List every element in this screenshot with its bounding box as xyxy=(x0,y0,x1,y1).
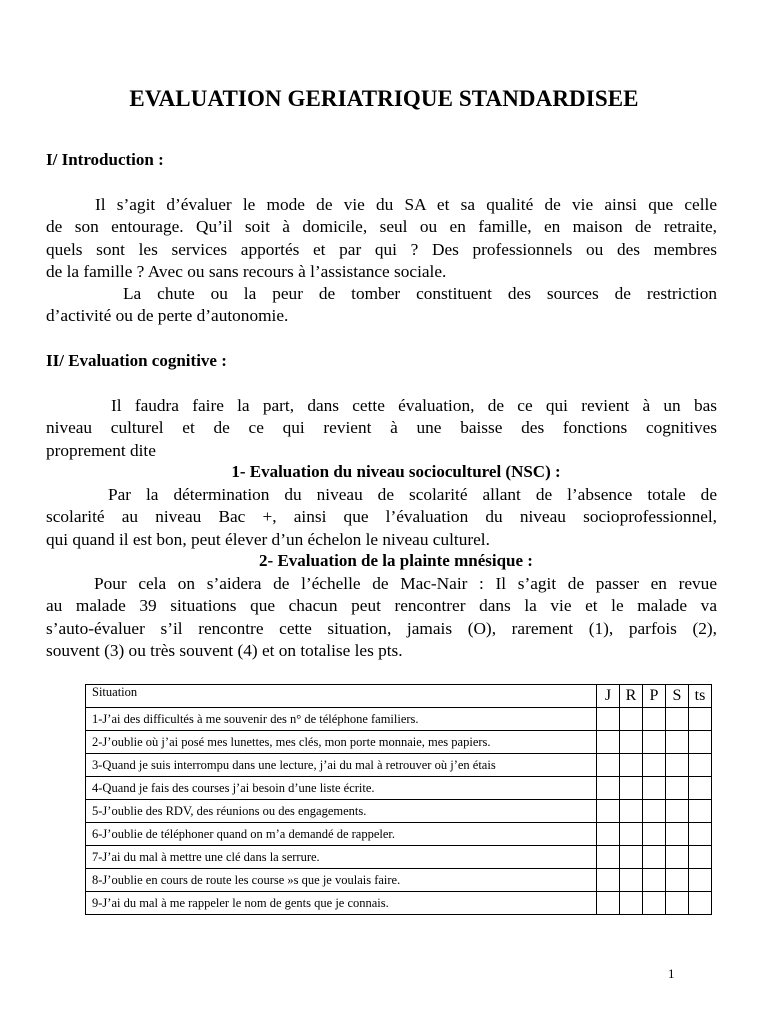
cognitive-paragraph-3 xyxy=(46,573,717,662)
table-header-row xyxy=(86,685,712,708)
text-line: de la famille ? Avec ou sans recours à l’assistance sociale. xyxy=(46,261,447,281)
checkbox-cell-s[interactable] xyxy=(666,869,689,892)
checkbox-cell-p[interactable] xyxy=(643,846,666,869)
checkbox-cell-r[interactable] xyxy=(620,708,643,731)
checkbox-cell-s[interactable] xyxy=(666,731,689,754)
checkbox-cell-ts[interactable] xyxy=(689,777,712,800)
table-row xyxy=(86,823,712,846)
checkbox-cell-ts[interactable] xyxy=(689,754,712,777)
checkbox-cell-j[interactable] xyxy=(597,800,620,823)
table-row xyxy=(86,731,712,754)
text-line: niveau culturel et de ce qui revient à une baisse des fonctions cognitives xyxy=(46,418,717,438)
text-line: scolarité au niveau Bac +, ainsi que l’évaluation du niveau socioprofessionnel, xyxy=(46,507,717,527)
table-row xyxy=(86,777,712,800)
mac-nair-table xyxy=(85,684,712,915)
table-row xyxy=(86,892,712,915)
checkbox-cell-r[interactable] xyxy=(620,777,643,800)
checkbox-cell-ts[interactable] xyxy=(689,869,712,892)
text-line: souvent (3) ou très souvent (4) et on totalise les pts. xyxy=(46,640,403,660)
situation-cell: 6-J’oublie de téléphoner quand on m’a demandé de rappeler. xyxy=(86,823,597,846)
table-row xyxy=(86,869,712,892)
text-line: La chute ou la peur de tomber constituent des sources de restriction xyxy=(123,284,717,303)
subsection-heading-nsc: 1- Evaluation du niveau socioculturel (NSC) : xyxy=(231,462,561,481)
text-line: Il faudra faire la part, dans cette évaluation, de ce qui revient à un bas xyxy=(111,396,717,415)
situation-cell: 2-J’oublie où j’ai posé mes lunettes, mes clés, mon porte monnaie, mes papiers. xyxy=(86,731,597,754)
subsection-heading-plainte-mnesique: 2- Evaluation de la plainte mnésique : xyxy=(259,551,533,570)
checkbox-cell-p[interactable] xyxy=(643,823,666,846)
cognitive-paragraph-2 xyxy=(46,484,717,551)
text-line: qui quand il est bon, peut élever d’un échelon le niveau culturel. xyxy=(46,529,490,549)
checkbox-cell-r[interactable] xyxy=(620,823,643,846)
column-header-jamais: J xyxy=(597,685,620,708)
checkbox-cell-j[interactable] xyxy=(597,869,620,892)
table-row xyxy=(86,708,712,731)
column-header-tres-souvent: ts xyxy=(689,685,712,708)
text-line: quels sont les services apportés et par qui ? Des professionnels ou des membres xyxy=(46,239,717,259)
checkbox-cell-p[interactable] xyxy=(643,754,666,777)
situation-cell: 1-J’ai des difficultés à me souvenir des n° de téléphone familiers. xyxy=(86,708,597,731)
checkbox-cell-r[interactable] xyxy=(620,869,643,892)
checkbox-cell-r[interactable] xyxy=(620,731,643,754)
checkbox-cell-j[interactable] xyxy=(597,777,620,800)
checkbox-cell-j[interactable] xyxy=(597,823,620,846)
checkbox-cell-ts[interactable] xyxy=(689,800,712,823)
checkbox-cell-j[interactable] xyxy=(597,708,620,731)
checkbox-cell-p[interactable] xyxy=(643,892,666,915)
text-line: au malade 39 situations que chacun peut rencontrer dans la vie et le malade va xyxy=(46,596,717,616)
text-line: Pour cela on s’aidera de l’échelle de Mac-Nair : Il s’agit de passer en revue xyxy=(94,574,717,593)
situation-cell: 3-Quand je suis interrompu dans une lecture, j’ai du mal à retrouver où j’en étais xyxy=(86,754,597,777)
checkbox-cell-r[interactable] xyxy=(620,846,643,869)
column-header-parfois: P xyxy=(643,685,666,708)
checkbox-cell-r[interactable] xyxy=(620,892,643,915)
text-line: Par la détermination du niveau de scolarité allant de l’absence totale de xyxy=(108,485,717,504)
checkbox-cell-s[interactable] xyxy=(666,892,689,915)
page-number: 1 xyxy=(668,966,675,981)
checkbox-cell-ts[interactable] xyxy=(689,708,712,731)
introduction-paragraph-1 xyxy=(46,194,717,283)
checkbox-cell-r[interactable] xyxy=(620,800,643,823)
checkbox-cell-s[interactable] xyxy=(666,777,689,800)
checkbox-cell-j[interactable] xyxy=(597,846,620,869)
document-title: EVALUATION GERIATRIQUE STANDARDISEE xyxy=(129,86,639,111)
checkbox-cell-s[interactable] xyxy=(666,846,689,869)
column-header-situation: Situation xyxy=(86,685,597,708)
checkbox-cell-j[interactable] xyxy=(597,731,620,754)
introduction-paragraph-2 xyxy=(46,283,717,328)
checkbox-cell-s[interactable] xyxy=(666,800,689,823)
situation-cell: 4-Quand je fais des courses j’ai besoin d’une liste écrite. xyxy=(86,777,597,800)
checkbox-cell-p[interactable] xyxy=(643,708,666,731)
checkbox-cell-s[interactable] xyxy=(666,708,689,731)
checkbox-cell-ts[interactable] xyxy=(689,731,712,754)
table-row xyxy=(86,846,712,869)
checkbox-cell-ts[interactable] xyxy=(689,846,712,869)
text-line: d’activité ou de perte d’autonomie. xyxy=(46,306,289,326)
checkbox-cell-p[interactable] xyxy=(643,869,666,892)
checkbox-cell-j[interactable] xyxy=(597,892,620,915)
checkbox-cell-r[interactable] xyxy=(620,754,643,777)
text-line: Il s’agit d’évaluer le mode de vie du SA et sa qualité de vie ainsi que celle xyxy=(95,195,717,214)
checkbox-cell-p[interactable] xyxy=(643,731,666,754)
checkbox-cell-ts[interactable] xyxy=(689,892,712,915)
table-row xyxy=(86,800,712,823)
section-heading-introduction: I/ Introduction : xyxy=(46,150,164,169)
text-line: s’auto-évaluer s’il rencontre cette situation, jamais (O), rarement (1), parfois (2), xyxy=(46,618,717,638)
situation-cell: 8-J’oublie en cours de route les course »s que je voulais faire. xyxy=(86,869,597,892)
situation-cell: 9-J’ai du mal à me rappeler le nom de gents que je connais. xyxy=(86,892,597,915)
checkbox-cell-j[interactable] xyxy=(597,754,620,777)
situation-cell: 7-J’ai du mal à mettre une clé dans la serrure. xyxy=(86,846,597,869)
column-header-rarement: R xyxy=(620,685,643,708)
checkbox-cell-ts[interactable] xyxy=(689,823,712,846)
text-line: proprement dite xyxy=(46,440,156,460)
situation-cell: 5-J’oublie des RDV, des réunions ou des engagements. xyxy=(86,800,597,823)
cognitive-paragraph-1 xyxy=(46,395,717,462)
checkbox-cell-s[interactable] xyxy=(666,754,689,777)
checkbox-cell-p[interactable] xyxy=(643,777,666,800)
checkbox-cell-s[interactable] xyxy=(666,823,689,846)
section-heading-cognitive: II/ Evaluation cognitive : xyxy=(46,351,227,370)
checkbox-cell-p[interactable] xyxy=(643,800,666,823)
column-header-souvent: S xyxy=(666,685,689,708)
text-line: de son entourage. Qu’il soit à domicile, seul ou en famille, en maison de retraite, xyxy=(46,217,717,237)
table-row xyxy=(86,754,712,777)
